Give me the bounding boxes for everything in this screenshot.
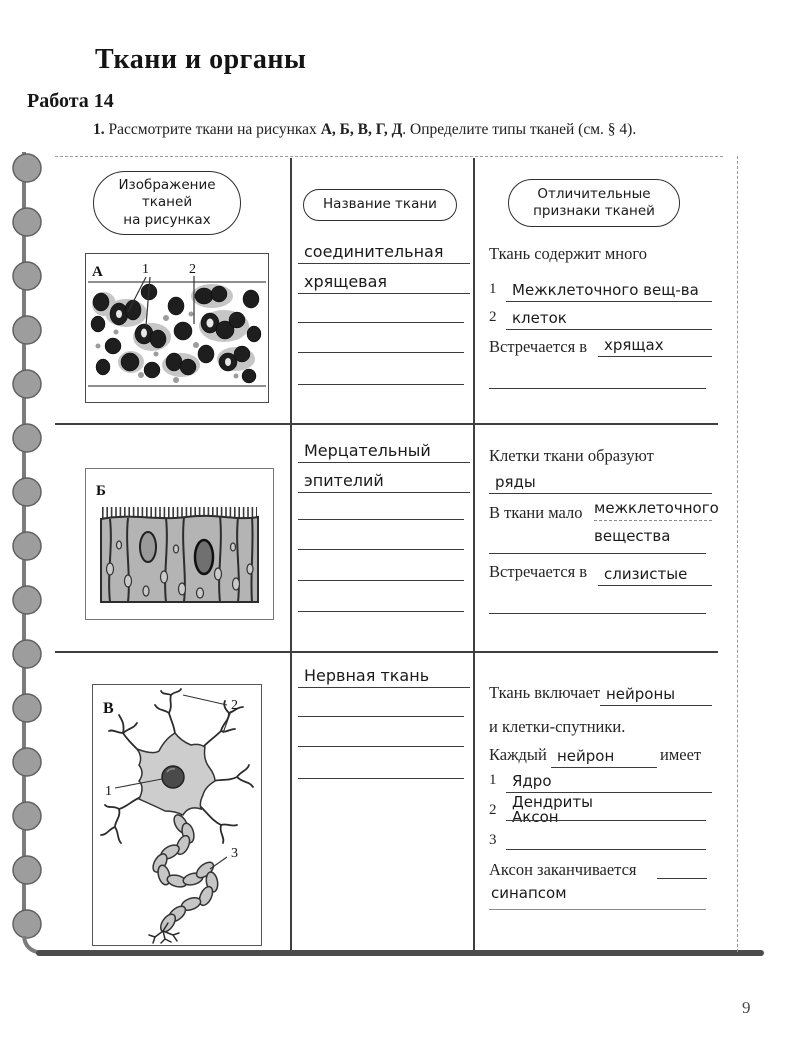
- handwritten-text: хрящевая: [304, 272, 388, 291]
- feature-answer-b3: [598, 559, 712, 586]
- feature-answer-b2a: [594, 499, 719, 521]
- handwritten-text: эпителий: [304, 471, 384, 490]
- handwritten-text: слизистые: [604, 565, 688, 583]
- handwritten-text: нейроны: [606, 685, 676, 703]
- table-right-border: [737, 156, 738, 952]
- figure-a-cartilage-micrograph: [85, 253, 269, 403]
- feature-answer-v2: [551, 741, 657, 768]
- blank-write-line: [489, 388, 706, 389]
- figure-v-callout-3: 3: [231, 846, 238, 861]
- row-separator-2: [55, 651, 718, 653]
- item-number: 2: [489, 309, 497, 325]
- blank-write-line: [298, 611, 464, 612]
- header-name-label: Название ткани: [323, 196, 437, 213]
- worksheet-number: Работа 14: [27, 90, 114, 112]
- header-features-column: [508, 179, 680, 227]
- item-number: 1: [489, 281, 497, 297]
- prompt-v2: и клетки-спутники.: [489, 717, 626, 736]
- neuron-drawing: [93, 685, 261, 945]
- name-answer-a1: [298, 237, 470, 264]
- prompt-v1: Ткань включает: [489, 683, 601, 702]
- blank-write-line: [298, 580, 464, 581]
- blank-write-line: [298, 549, 464, 550]
- handwritten-text: хрящах: [604, 336, 664, 354]
- name-answer-a2: [298, 267, 470, 294]
- prompt-b1: Клетки ткани образуют: [489, 446, 654, 465]
- figure-a-callout-2: 2: [189, 262, 196, 277]
- name-answer-v1: [298, 661, 470, 688]
- figure-v-neuron: [92, 684, 262, 946]
- header-images-line2: тканей: [141, 194, 193, 211]
- write-line: [506, 820, 706, 821]
- task-text-pre: Рассмотрите ткани на рисунках: [104, 121, 321, 138]
- task-text-post: . Определите типы тканей (см. § 4).: [402, 121, 637, 138]
- cartilage-tissue-drawing: [86, 254, 268, 402]
- column-separator-2: [473, 158, 475, 950]
- feature-answer-v4a: Дендриты: [512, 793, 593, 811]
- write-line: [489, 553, 706, 554]
- prompt-v3b: имеет: [660, 745, 702, 764]
- figure-a-label: А: [92, 264, 103, 280]
- feature-answer-v4b: Аксон: [512, 808, 559, 826]
- header-features-line1: Отличительные: [537, 185, 651, 202]
- blank-write-line: [298, 322, 464, 323]
- figure-a-callout-1: 1: [142, 262, 149, 277]
- short-write-line: [657, 878, 707, 879]
- header-features-line2: признаки тканей: [533, 203, 655, 219]
- feature-answer-b1: [489, 467, 712, 494]
- prompt-a1: Ткань содержит много: [489, 244, 647, 263]
- handwritten-text: нейрон: [557, 747, 615, 765]
- prompt-a2: Встречается в: [489, 337, 588, 356]
- figure-b-label: Б: [96, 483, 106, 499]
- table-top-border: [55, 156, 723, 157]
- name-answer-b2: [298, 466, 470, 493]
- prompt-v3a: Каждый: [489, 745, 547, 764]
- blank-write-line: [298, 716, 464, 717]
- page-number: 9: [742, 998, 751, 1017]
- blank-write-line: [298, 778, 464, 779]
- handwritten-text: Нервная ткань: [304, 666, 430, 685]
- blank-write-line: [489, 613, 706, 614]
- blank-write-line: [298, 384, 464, 385]
- feature-answer-a2: [506, 303, 712, 330]
- header-images-line1: Изображение: [118, 177, 216, 194]
- handwritten-text: клеток: [512, 309, 567, 327]
- feature-answer-b2b: вещества: [594, 527, 671, 545]
- column-separator-1: [290, 158, 292, 950]
- blank-write-line: [506, 849, 706, 850]
- handwritten-text: Мерцательный: [304, 441, 431, 460]
- feature-answer-v1: [600, 679, 712, 706]
- feature-answer-v3: [506, 766, 712, 793]
- handwritten-text: соединительная: [304, 242, 444, 261]
- task-instruction: [93, 121, 636, 139]
- blank-write-line: [298, 352, 464, 353]
- item-number: 2: [489, 802, 497, 818]
- figure-b-ciliated-epithelium: [85, 468, 274, 620]
- header-images-column: [93, 171, 241, 235]
- figure-v-callout-2: 2: [231, 698, 238, 713]
- task-figure-letters: А, Б, В, Г, Д: [320, 121, 403, 138]
- name-answer-b1: [298, 436, 470, 463]
- prompt-v4: Аксон заканчивается: [489, 860, 637, 879]
- write-line: [489, 909, 706, 910]
- page-title: Ткани и органы: [95, 44, 307, 75]
- header-name-column: [303, 189, 457, 221]
- handwritten-text: Межклеточного вещ-ва: [512, 281, 699, 299]
- figure-v-label: В: [103, 700, 114, 717]
- item-number: 3: [489, 832, 497, 848]
- prompt-b2: В ткани мало: [489, 503, 583, 522]
- epithelium-tissue-drawing: [86, 469, 273, 619]
- blank-write-line: [298, 746, 464, 747]
- blank-write-line: [298, 519, 464, 520]
- row-separator-1: [55, 423, 718, 425]
- handwritten-text: Ядро: [512, 772, 552, 790]
- feature-answer-a3: [598, 330, 712, 357]
- header-images-line3: на рисунках: [123, 211, 211, 228]
- prompt-b3: Встречается в: [489, 562, 588, 581]
- figure-v-callout-1: 1: [105, 784, 112, 799]
- feature-answer-v5: синапсом: [491, 884, 567, 902]
- task-number: 1.: [93, 121, 105, 138]
- handwritten-text: ряды: [495, 473, 536, 491]
- item-number: 1: [489, 772, 497, 788]
- feature-answer-a1: [506, 275, 712, 302]
- handwritten-text: межклеточного: [594, 499, 719, 517]
